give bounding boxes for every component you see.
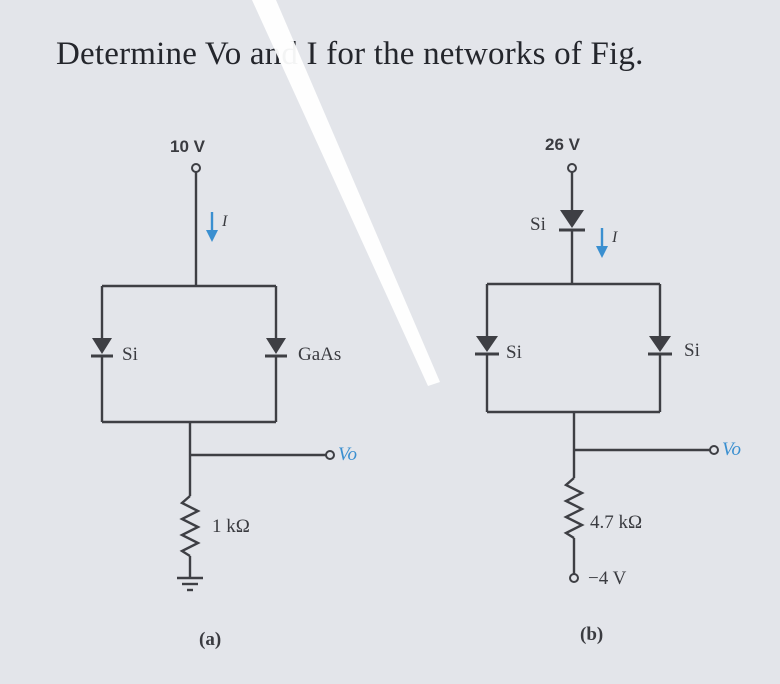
diode-label-si-top-b: Si <box>530 214 546 235</box>
diode-si-a <box>91 338 113 356</box>
problem-title: Determine Vo and I for the networks of Fig. <box>56 36 644 72</box>
current-label-b: I <box>612 229 618 246</box>
supply-label-a: 10 V <box>170 137 205 156</box>
circuit-a <box>91 137 357 650</box>
resistor-b <box>566 478 582 538</box>
current-label-a: I <box>222 213 228 230</box>
supply-label-b: 26 V <box>545 135 580 154</box>
caption-a: (a) <box>199 629 222 650</box>
output-terminal-b <box>710 446 718 454</box>
diode-label-si-left-b: Si <box>506 342 522 363</box>
output-label-b: Vo <box>722 439 741 460</box>
resistor-label-a: 1 kΩ <box>212 516 250 537</box>
ground-symbol-a <box>177 578 203 590</box>
diode-label-gaas-a: GaAs <box>298 344 342 365</box>
glare-streak <box>252 0 440 386</box>
bottom-terminal-b <box>570 574 578 582</box>
diode-si-left-b <box>475 336 499 354</box>
diode-si-top-b <box>559 210 585 230</box>
current-arrow-a <box>206 212 228 242</box>
resistor-a <box>182 496 198 556</box>
current-arrow-b <box>596 228 618 258</box>
supply-terminal-b <box>568 164 576 172</box>
output-terminal-a <box>326 451 334 459</box>
output-label-a: Vo <box>338 444 357 465</box>
diode-gaas-a <box>265 338 287 356</box>
bottom-supply-label-b: −4 V <box>588 568 627 589</box>
diode-label-si-a: Si <box>122 344 138 365</box>
diode-label-si-right-b: Si <box>684 340 700 361</box>
caption-b: (b) <box>580 624 604 645</box>
resistor-label-b: 4.7 kΩ <box>590 512 643 533</box>
circuit-b <box>475 135 741 645</box>
supply-terminal-a <box>192 164 200 172</box>
diode-si-right-b <box>648 336 672 354</box>
